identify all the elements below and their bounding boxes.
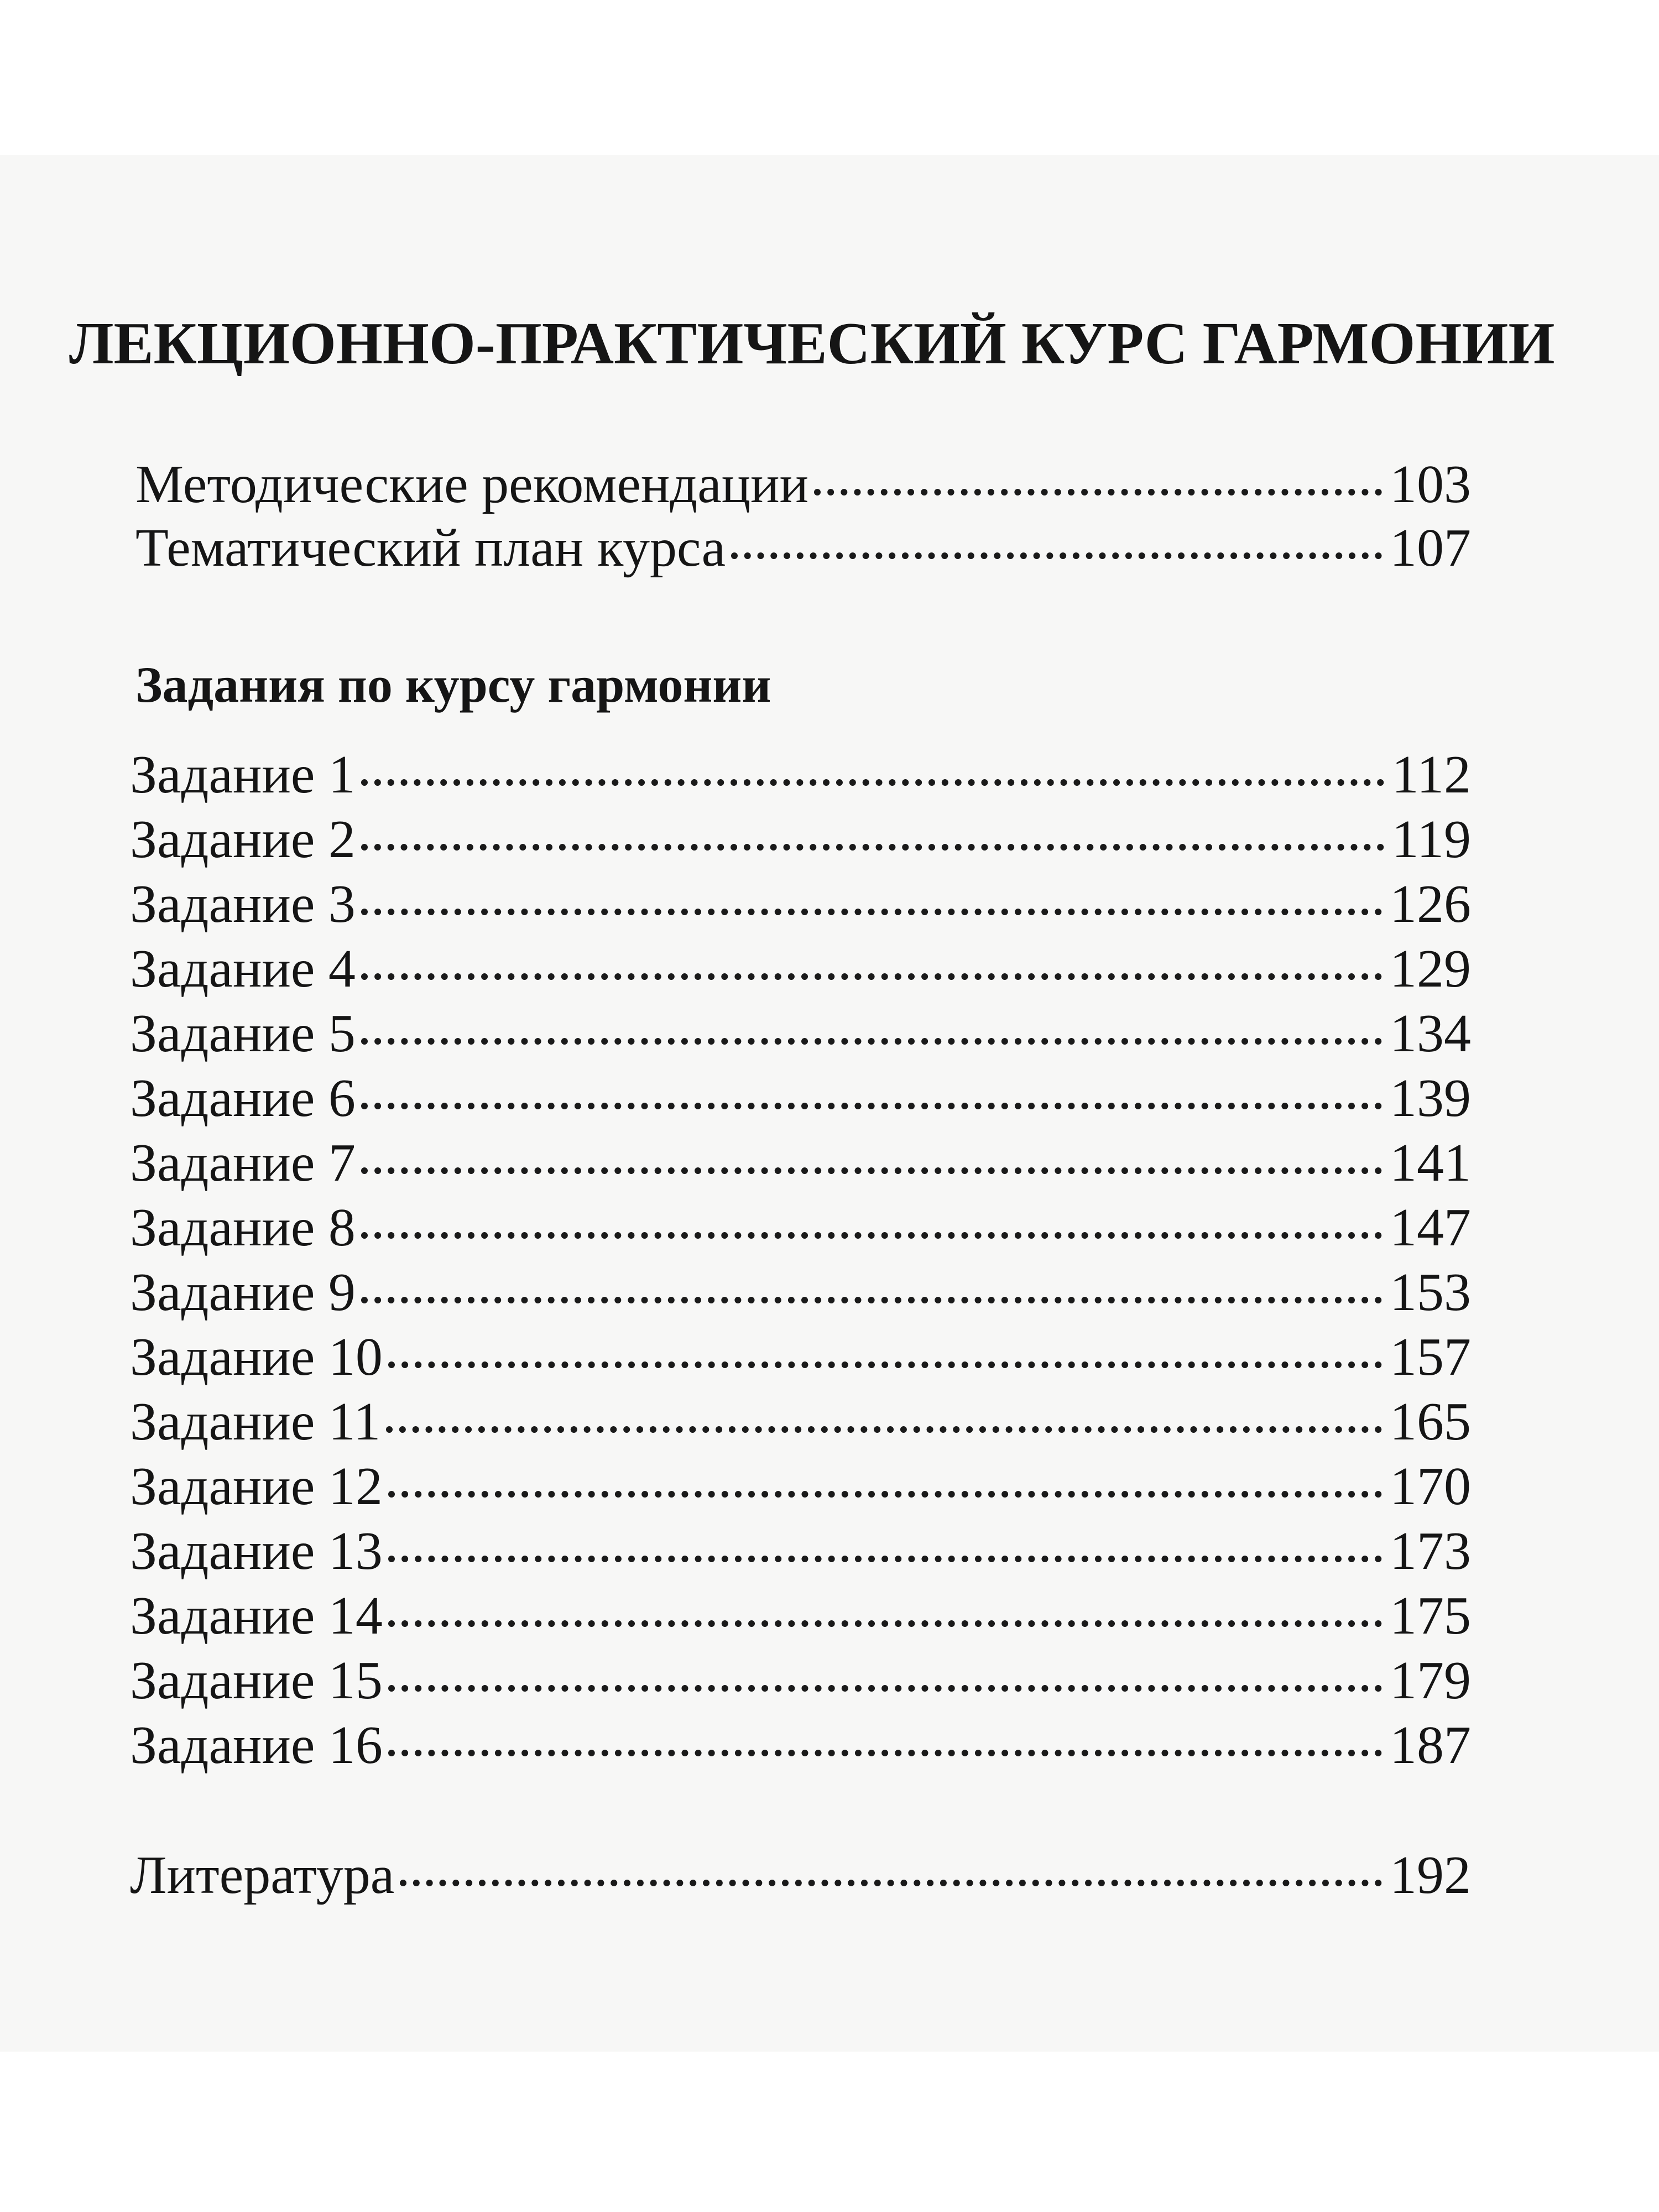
toc-entry-literature <box>130 1844 1471 1908</box>
toc-page-number: 134 <box>1390 1004 1471 1064</box>
toc-entry-label: Задание 13 <box>130 1521 383 1582</box>
dot-leader <box>388 1585 1382 1634</box>
toc-entry <box>130 1261 1471 1325</box>
toc-entry <box>130 808 1471 872</box>
toc-page-number: 126 <box>1390 874 1471 935</box>
toc-entry-label: Задание 5 <box>130 1004 356 1064</box>
dot-leader <box>731 517 1382 566</box>
toc-page-number: 170 <box>1390 1457 1471 1517</box>
toc-page-number: 192 <box>1390 1845 1471 1906</box>
dot-leader <box>388 1520 1382 1569</box>
toc-page-number: 107 <box>1390 518 1471 578</box>
dot-leader <box>361 744 1384 792</box>
toc-entry-label: Задание 10 <box>130 1327 383 1387</box>
toc-entry-label: Задание 15 <box>130 1651 383 1711</box>
toc-entry-label: Задание 6 <box>130 1068 356 1129</box>
dot-leader <box>361 1261 1382 1310</box>
toc-entry <box>130 1067 1471 1131</box>
dot-leader <box>361 1003 1382 1051</box>
toc-page-number: 187 <box>1390 1715 1471 1776</box>
dot-leader <box>386 1391 1382 1439</box>
toc-entry-label: Задание 8 <box>130 1198 356 1258</box>
toc-entry-label: Задание 3 <box>130 874 356 935</box>
toc-entry-label: Задание 14 <box>130 1586 383 1646</box>
toc-entry <box>130 1650 1471 1713</box>
toc-page-number: 175 <box>1390 1586 1471 1646</box>
dot-leader <box>388 1326 1382 1375</box>
toc-page-number: 119 <box>1391 810 1471 870</box>
dot-leader <box>361 808 1384 857</box>
toc-entry <box>130 1520 1471 1584</box>
toc-entry <box>130 873 1471 937</box>
toc-entry <box>130 1585 1471 1648</box>
toc-page-number: 103 <box>1390 455 1471 515</box>
toc-page-number: 157 <box>1390 1327 1471 1387</box>
toc-entry-label: Задание 16 <box>130 1715 383 1776</box>
toc-entry <box>130 1455 1471 1519</box>
toc-page-number: 112 <box>1391 745 1471 805</box>
toc-entry <box>130 744 1471 807</box>
toc-entry-label: Литература <box>130 1845 395 1906</box>
toc-page-number: 153 <box>1390 1262 1471 1323</box>
dot-leader <box>361 1067 1382 1116</box>
toc-page-number: 139 <box>1390 1068 1471 1129</box>
toc-entry <box>130 1132 1471 1196</box>
toc-entry-label: Задание 9 <box>130 1262 356 1323</box>
toc-entry-label: Задание 4 <box>130 939 356 999</box>
toc-entry-label: Задание 11 <box>130 1392 381 1452</box>
dot-leader <box>400 1844 1382 1893</box>
toc-entry <box>130 1326 1471 1390</box>
toc-page-number: 179 <box>1390 1651 1471 1711</box>
toc-entry <box>130 1197 1471 1260</box>
toc-entry-label: Методические рекомендации <box>135 455 809 515</box>
toc-entry <box>130 1714 1471 1778</box>
toc-page-number: 173 <box>1390 1521 1471 1582</box>
toc-entry-label: Задание 2 <box>130 810 356 870</box>
toc-entry-label: Задание 12 <box>130 1457 383 1517</box>
dot-leader <box>388 1455 1382 1504</box>
toc-page-number: 165 <box>1390 1392 1471 1452</box>
toc-entry <box>130 938 1471 1001</box>
dot-leader <box>814 453 1382 502</box>
tasks-heading: Задания по курсу гармонии <box>135 656 771 713</box>
toc-entry <box>135 517 1471 581</box>
dot-leader <box>361 1132 1382 1181</box>
dot-leader <box>361 938 1382 987</box>
toc-entry-label: Тематический план курса <box>135 518 726 578</box>
toc-entry-label: Задание 1 <box>130 745 356 805</box>
dot-leader <box>388 1650 1382 1698</box>
toc-entry-label: Задание 7 <box>130 1133 356 1193</box>
toc-entry <box>130 1003 1471 1066</box>
dot-leader <box>388 1714 1382 1763</box>
toc-page-number: 141 <box>1390 1133 1471 1193</box>
dot-leader <box>361 1197 1382 1245</box>
dot-leader <box>361 873 1382 922</box>
section-title: ЛЕКЦИОННО-ПРАКТИЧЕСКИЙ КУРС ГАРМОНИИ <box>69 311 1555 377</box>
toc-entry <box>135 453 1471 517</box>
toc-entry <box>130 1391 1471 1454</box>
toc-page-number: 147 <box>1390 1198 1471 1258</box>
toc-page-number: 129 <box>1390 939 1471 999</box>
